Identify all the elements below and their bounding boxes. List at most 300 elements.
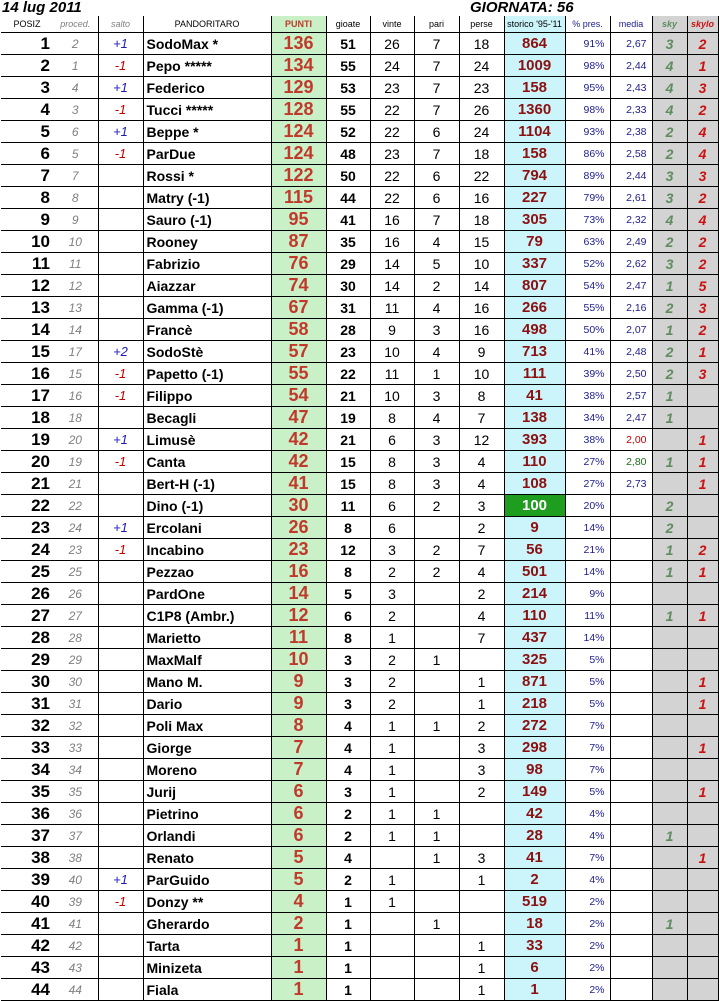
previous-position-cell: 15 bbox=[53, 363, 98, 385]
wins-cell: 2 bbox=[370, 671, 414, 693]
average-cell: 2,00 bbox=[610, 429, 652, 451]
draws-cell: 7 bbox=[414, 99, 459, 121]
presence-percent-cell: 38% bbox=[565, 429, 610, 451]
skylo-cell: 4 bbox=[687, 209, 718, 231]
position-change-cell bbox=[98, 275, 143, 297]
table-row bbox=[1, 55, 718, 77]
games-played-cell: 3 bbox=[326, 693, 370, 715]
previous-position-cell: 41 bbox=[53, 913, 98, 935]
player-name-cell: MaxMalf bbox=[143, 649, 271, 671]
previous-position-cell: 33 bbox=[53, 737, 98, 759]
presence-percent-cell: 2% bbox=[565, 935, 610, 957]
history-points-cell: 138 bbox=[504, 407, 565, 429]
average-cell: 2,38 bbox=[610, 121, 652, 143]
points-cell: 5 bbox=[271, 869, 326, 891]
presence-percent-cell: 5% bbox=[565, 671, 610, 693]
games-played-cell: 15 bbox=[326, 473, 370, 495]
skylo-cell: 2 bbox=[687, 33, 718, 55]
previous-position-cell: 7 bbox=[53, 165, 98, 187]
sky-cell: 2 bbox=[652, 363, 687, 385]
wins-cell: 10 bbox=[370, 385, 414, 407]
draws-cell: 1 bbox=[414, 649, 459, 671]
history-points-cell: 437 bbox=[504, 627, 565, 649]
previous-position-cell: 35 bbox=[53, 781, 98, 803]
table-row bbox=[1, 77, 718, 99]
history-points-cell: 298 bbox=[504, 737, 565, 759]
player-name-cell: Limusè bbox=[143, 429, 271, 451]
wins-cell: 23 bbox=[370, 143, 414, 165]
average-cell bbox=[610, 627, 652, 649]
sky-cell bbox=[652, 627, 687, 649]
matchday-label: GIORNATA: 56 bbox=[470, 0, 574, 16]
presence-percent-cell: 39% bbox=[565, 363, 610, 385]
sky-cell: 1 bbox=[652, 825, 687, 847]
position-change-cell bbox=[98, 473, 143, 495]
presence-percent-cell: 7% bbox=[565, 759, 610, 781]
presence-percent-cell: 34% bbox=[565, 407, 610, 429]
games-played-cell: 21 bbox=[326, 429, 370, 451]
draws-cell: 6 bbox=[414, 121, 459, 143]
average-cell: 2,47 bbox=[610, 275, 652, 297]
table-row bbox=[1, 209, 718, 231]
average-cell: 2,58 bbox=[610, 143, 652, 165]
position-cell: 12 bbox=[1, 275, 53, 297]
sky-cell: 1 bbox=[652, 451, 687, 473]
draws-cell: 3 bbox=[414, 385, 459, 407]
losses-cell: 4 bbox=[459, 605, 504, 627]
header-salto: salto bbox=[98, 16, 143, 33]
losses-cell: 10 bbox=[459, 253, 504, 275]
previous-position-cell: 29 bbox=[53, 649, 98, 671]
previous-position-cell: 23 bbox=[53, 539, 98, 561]
player-name-cell: SodoMax * bbox=[143, 33, 271, 55]
header-media: media bbox=[610, 16, 652, 33]
losses-cell: 3 bbox=[459, 495, 504, 517]
previous-position-cell: 10 bbox=[53, 231, 98, 253]
skylo-cell bbox=[687, 385, 718, 407]
games-played-cell: 3 bbox=[326, 671, 370, 693]
player-name-cell: Francè bbox=[143, 319, 271, 341]
games-played-cell: 29 bbox=[326, 253, 370, 275]
previous-position-cell: 11 bbox=[53, 253, 98, 275]
games-played-cell: 8 bbox=[326, 561, 370, 583]
draws-cell: 4 bbox=[414, 297, 459, 319]
position-change-cell: +1 bbox=[98, 77, 143, 99]
position-change-cell: +1 bbox=[98, 121, 143, 143]
skylo-cell: 5 bbox=[687, 275, 718, 297]
presence-percent-cell: 55% bbox=[565, 297, 610, 319]
average-cell bbox=[610, 847, 652, 869]
sky-cell bbox=[652, 759, 687, 781]
sky-cell bbox=[652, 979, 687, 1001]
header-pari: pari bbox=[414, 16, 459, 33]
points-cell: 11 bbox=[271, 627, 326, 649]
points-cell: 95 bbox=[271, 209, 326, 231]
previous-position-cell: 43 bbox=[53, 957, 98, 979]
wins-cell bbox=[370, 847, 414, 869]
skylo-cell: 2 bbox=[687, 187, 718, 209]
skylo-cell bbox=[687, 715, 718, 737]
average-cell bbox=[610, 913, 652, 935]
history-points-cell: 110 bbox=[504, 605, 565, 627]
position-change-cell bbox=[98, 209, 143, 231]
history-points-cell: 108 bbox=[504, 473, 565, 495]
skylo-cell: 3 bbox=[687, 297, 718, 319]
skylo-cell: 2 bbox=[687, 319, 718, 341]
presence-percent-cell: 2% bbox=[565, 957, 610, 979]
position-change-cell bbox=[98, 847, 143, 869]
wins-cell: 10 bbox=[370, 341, 414, 363]
points-cell: 55 bbox=[271, 363, 326, 385]
position-change-cell: -1 bbox=[98, 143, 143, 165]
position-cell: 9 bbox=[1, 209, 53, 231]
presence-percent-cell: 50% bbox=[565, 319, 610, 341]
position-change-cell: -1 bbox=[98, 451, 143, 473]
presence-percent-cell: 20% bbox=[565, 495, 610, 517]
skylo-cell bbox=[687, 979, 718, 1001]
sky-cell bbox=[652, 715, 687, 737]
presence-percent-cell: 41% bbox=[565, 341, 610, 363]
sky-cell: 4 bbox=[652, 55, 687, 77]
losses-cell: 1 bbox=[459, 979, 504, 1001]
wins-cell: 1 bbox=[370, 715, 414, 737]
sky-cell bbox=[652, 649, 687, 671]
sky-cell: 1 bbox=[652, 539, 687, 561]
table-row bbox=[1, 605, 718, 627]
average-cell bbox=[610, 759, 652, 781]
draws-cell: 6 bbox=[414, 187, 459, 209]
draws-cell: 3 bbox=[414, 429, 459, 451]
games-played-cell: 1 bbox=[326, 891, 370, 913]
position-change-cell bbox=[98, 781, 143, 803]
position-cell: 14 bbox=[1, 319, 53, 341]
losses-cell: 18 bbox=[459, 33, 504, 55]
wins-cell: 23 bbox=[370, 77, 414, 99]
average-cell: 2,44 bbox=[610, 165, 652, 187]
player-name-cell: Gamma (-1) bbox=[143, 297, 271, 319]
position-change-cell bbox=[98, 165, 143, 187]
games-played-cell: 1 bbox=[326, 935, 370, 957]
player-name-cell: Renato bbox=[143, 847, 271, 869]
position-change-cell bbox=[98, 759, 143, 781]
position-change-cell bbox=[98, 231, 143, 253]
history-points-cell: 41 bbox=[504, 385, 565, 407]
points-cell: 124 bbox=[271, 121, 326, 143]
player-name-cell: ParDue bbox=[143, 143, 271, 165]
player-name-cell: Bert-H (-1) bbox=[143, 473, 271, 495]
wins-cell bbox=[370, 957, 414, 979]
points-cell: 23 bbox=[271, 539, 326, 561]
header-row bbox=[1, 16, 718, 33]
position-cell: 44 bbox=[1, 979, 53, 1001]
points-cell: 47 bbox=[271, 407, 326, 429]
losses-cell: 18 bbox=[459, 209, 504, 231]
position-cell: 8 bbox=[1, 187, 53, 209]
draws-cell: 1 bbox=[414, 913, 459, 935]
position-cell: 27 bbox=[1, 605, 53, 627]
presence-percent-cell: 2% bbox=[565, 891, 610, 913]
previous-position-cell: 42 bbox=[53, 935, 98, 957]
sky-cell: 3 bbox=[652, 33, 687, 55]
table-row bbox=[1, 231, 718, 253]
position-change-cell: -1 bbox=[98, 99, 143, 121]
games-played-cell: 53 bbox=[326, 77, 370, 99]
games-played-cell: 12 bbox=[326, 539, 370, 561]
losses-cell: 8 bbox=[459, 385, 504, 407]
average-cell: 2,33 bbox=[610, 99, 652, 121]
losses-cell: 9 bbox=[459, 341, 504, 363]
average-cell bbox=[610, 781, 652, 803]
previous-position-cell: 8 bbox=[53, 187, 98, 209]
skylo-cell: 1 bbox=[687, 605, 718, 627]
points-cell: 7 bbox=[271, 759, 326, 781]
presence-percent-cell: 63% bbox=[565, 231, 610, 253]
skylo-cell: 2 bbox=[687, 539, 718, 561]
previous-position-cell: 19 bbox=[53, 451, 98, 473]
losses-cell: 14 bbox=[459, 275, 504, 297]
previous-position-cell: 37 bbox=[53, 825, 98, 847]
title-bar bbox=[0, 0, 709, 16]
table-row bbox=[1, 363, 718, 385]
position-cell: 43 bbox=[1, 957, 53, 979]
presence-percent-cell: 14% bbox=[565, 627, 610, 649]
games-played-cell: 2 bbox=[326, 825, 370, 847]
player-name-cell: Papetto (-1) bbox=[143, 363, 271, 385]
games-played-cell: 1 bbox=[326, 957, 370, 979]
average-cell: 2,44 bbox=[610, 55, 652, 77]
wins-cell bbox=[370, 935, 414, 957]
position-cell: 1 bbox=[1, 33, 53, 55]
sky-cell: 2 bbox=[652, 297, 687, 319]
previous-position-cell: 39 bbox=[53, 891, 98, 913]
player-name-cell: Dino (-1) bbox=[143, 495, 271, 517]
history-points-cell: 794 bbox=[504, 165, 565, 187]
draws-cell bbox=[414, 737, 459, 759]
skylo-cell: 4 bbox=[687, 143, 718, 165]
points-cell: 7 bbox=[271, 737, 326, 759]
wins-cell: 1 bbox=[370, 869, 414, 891]
presence-percent-cell: 5% bbox=[565, 649, 610, 671]
player-name-cell: Rooney bbox=[143, 231, 271, 253]
average-cell bbox=[610, 957, 652, 979]
position-change-cell bbox=[98, 253, 143, 275]
history-points-cell: 100 bbox=[504, 495, 565, 517]
losses-cell: 1 bbox=[459, 693, 504, 715]
draws-cell: 5 bbox=[414, 253, 459, 275]
previous-position-cell: 44 bbox=[53, 979, 98, 1001]
presence-percent-cell: 2% bbox=[565, 913, 610, 935]
presence-percent-cell: 98% bbox=[565, 55, 610, 77]
position-change-cell bbox=[98, 693, 143, 715]
presence-percent-cell: 27% bbox=[565, 473, 610, 495]
position-cell: 25 bbox=[1, 561, 53, 583]
draws-cell: 3 bbox=[414, 451, 459, 473]
average-cell bbox=[610, 495, 652, 517]
wins-cell: 3 bbox=[370, 583, 414, 605]
position-cell: 24 bbox=[1, 539, 53, 561]
position-cell: 4 bbox=[1, 99, 53, 121]
presence-percent-cell: 14% bbox=[565, 517, 610, 539]
previous-position-cell: 14 bbox=[53, 319, 98, 341]
sky-cell: 4 bbox=[652, 99, 687, 121]
table-row bbox=[1, 957, 718, 979]
position-cell: 35 bbox=[1, 781, 53, 803]
draws-cell bbox=[414, 583, 459, 605]
sky-cell: 2 bbox=[652, 121, 687, 143]
wins-cell: 22 bbox=[370, 99, 414, 121]
position-cell: 18 bbox=[1, 407, 53, 429]
skylo-cell bbox=[687, 913, 718, 935]
draws-cell: 3 bbox=[414, 473, 459, 495]
losses-cell: 2 bbox=[459, 781, 504, 803]
presence-percent-cell: 4% bbox=[565, 803, 610, 825]
draws-cell: 2 bbox=[414, 539, 459, 561]
skylo-cell: 1 bbox=[687, 737, 718, 759]
losses-cell bbox=[459, 825, 504, 847]
losses-cell: 24 bbox=[459, 121, 504, 143]
average-cell bbox=[610, 715, 652, 737]
draws-cell: 1 bbox=[414, 825, 459, 847]
draws-cell bbox=[414, 781, 459, 803]
average-cell bbox=[610, 869, 652, 891]
losses-cell: 3 bbox=[459, 847, 504, 869]
position-cell: 37 bbox=[1, 825, 53, 847]
average-cell: 2,50 bbox=[610, 363, 652, 385]
position-change-cell bbox=[98, 605, 143, 627]
sky-cell: 3 bbox=[652, 187, 687, 209]
points-cell: 87 bbox=[271, 231, 326, 253]
table-row bbox=[1, 891, 718, 913]
history-points-cell: 158 bbox=[504, 77, 565, 99]
average-cell: 2,67 bbox=[610, 33, 652, 55]
position-change-cell bbox=[98, 561, 143, 583]
presence-percent-cell: 7% bbox=[565, 737, 610, 759]
history-points-cell: 56 bbox=[504, 539, 565, 561]
wins-cell: 3 bbox=[370, 539, 414, 561]
position-cell: 28 bbox=[1, 627, 53, 649]
table-row bbox=[1, 407, 718, 429]
average-cell bbox=[610, 517, 652, 539]
position-change-cell: +1 bbox=[98, 33, 143, 55]
header-posiz: POSIZ bbox=[1, 16, 53, 33]
player-name-cell: Gherardo bbox=[143, 913, 271, 935]
points-cell: 4 bbox=[271, 891, 326, 913]
history-points-cell: 266 bbox=[504, 297, 565, 319]
skylo-cell bbox=[687, 517, 718, 539]
position-cell: 21 bbox=[1, 473, 53, 495]
position-change-cell: +1 bbox=[98, 517, 143, 539]
games-played-cell: 4 bbox=[326, 759, 370, 781]
games-played-cell: 23 bbox=[326, 341, 370, 363]
player-name-cell: Incabino bbox=[143, 539, 271, 561]
history-points-cell: 1 bbox=[504, 979, 565, 1001]
previous-position-cell: 28 bbox=[53, 627, 98, 649]
player-name-cell: Rossi * bbox=[143, 165, 271, 187]
skylo-cell: 1 bbox=[687, 473, 718, 495]
losses-cell: 16 bbox=[459, 297, 504, 319]
wins-cell: 1 bbox=[370, 781, 414, 803]
header-sky: sky bbox=[652, 16, 687, 33]
player-name-cell: Giorge bbox=[143, 737, 271, 759]
points-cell: 122 bbox=[271, 165, 326, 187]
table-row bbox=[1, 473, 718, 495]
skylo-cell bbox=[687, 627, 718, 649]
table-row bbox=[1, 693, 718, 715]
sky-cell: 1 bbox=[652, 913, 687, 935]
position-change-cell: -1 bbox=[98, 385, 143, 407]
table-row bbox=[1, 495, 718, 517]
presence-percent-cell: 7% bbox=[565, 847, 610, 869]
losses-cell: 3 bbox=[459, 759, 504, 781]
previous-position-cell: 20 bbox=[53, 429, 98, 451]
average-cell: 2,57 bbox=[610, 385, 652, 407]
header-storico: storico '95-'11 bbox=[504, 16, 565, 33]
points-cell: 6 bbox=[271, 781, 326, 803]
games-played-cell: 44 bbox=[326, 187, 370, 209]
player-name-cell: C1P8 (Ambr.) bbox=[143, 605, 271, 627]
player-name-cell: Filippo bbox=[143, 385, 271, 407]
wins-cell: 1 bbox=[370, 803, 414, 825]
previous-position-cell: 32 bbox=[53, 715, 98, 737]
wins-cell: 16 bbox=[370, 231, 414, 253]
average-cell: 2,49 bbox=[610, 231, 652, 253]
draws-cell bbox=[414, 759, 459, 781]
skylo-cell bbox=[687, 583, 718, 605]
table-row bbox=[1, 913, 718, 935]
games-played-cell: 22 bbox=[326, 363, 370, 385]
table-row bbox=[1, 165, 718, 187]
games-played-cell: 15 bbox=[326, 451, 370, 473]
wins-cell: 6 bbox=[370, 429, 414, 451]
history-points-cell: 6 bbox=[504, 957, 565, 979]
wins-cell bbox=[370, 979, 414, 1001]
wins-cell: 22 bbox=[370, 165, 414, 187]
wins-cell: 16 bbox=[370, 209, 414, 231]
sky-cell: 1 bbox=[652, 275, 687, 297]
draws-cell: 6 bbox=[414, 165, 459, 187]
points-cell: 128 bbox=[271, 99, 326, 121]
games-played-cell: 4 bbox=[326, 737, 370, 759]
sky-cell bbox=[652, 671, 687, 693]
history-points-cell: 110 bbox=[504, 451, 565, 473]
draws-cell bbox=[414, 869, 459, 891]
position-change-cell bbox=[98, 583, 143, 605]
average-cell: 2,32 bbox=[610, 209, 652, 231]
points-cell: 1 bbox=[271, 979, 326, 1001]
player-name-cell: Pezzao bbox=[143, 561, 271, 583]
points-cell: 26 bbox=[271, 517, 326, 539]
history-points-cell: 325 bbox=[504, 649, 565, 671]
previous-position-cell: 13 bbox=[53, 297, 98, 319]
position-change-cell: +1 bbox=[98, 429, 143, 451]
player-name-cell: Poli Max bbox=[143, 715, 271, 737]
losses-cell: 4 bbox=[459, 561, 504, 583]
losses-cell: 3 bbox=[459, 737, 504, 759]
history-points-cell: 1009 bbox=[504, 55, 565, 77]
position-change-cell bbox=[98, 297, 143, 319]
losses-cell: 1 bbox=[459, 935, 504, 957]
position-cell: 22 bbox=[1, 495, 53, 517]
table-row bbox=[1, 275, 718, 297]
losses-cell: 2 bbox=[459, 715, 504, 737]
points-cell: 2 bbox=[271, 913, 326, 935]
losses-cell: 2 bbox=[459, 583, 504, 605]
history-points-cell: 1104 bbox=[504, 121, 565, 143]
table-row bbox=[1, 319, 718, 341]
wins-cell: 22 bbox=[370, 121, 414, 143]
history-points-cell: 33 bbox=[504, 935, 565, 957]
position-change-cell bbox=[98, 825, 143, 847]
